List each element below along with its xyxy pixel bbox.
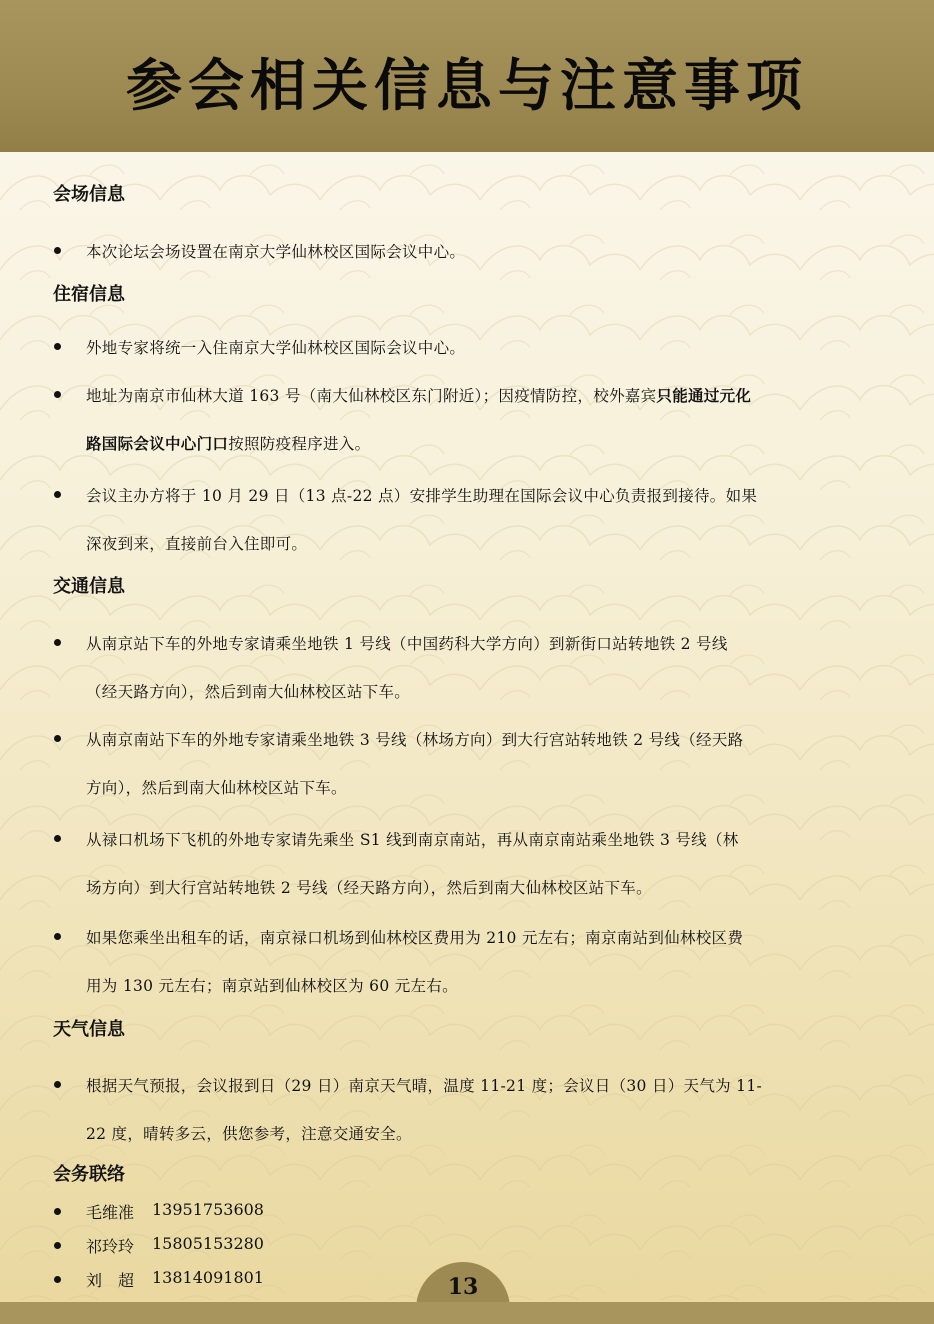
bullet-icon [54,933,61,940]
contact-name: 祁玲玲 [86,1237,135,1256]
bullet-icon [54,343,61,350]
bullet-text-line [86,1074,762,1096]
contact-name: 刘 超 [86,1271,135,1290]
page-title: 参会相关信息与注意事项 [126,54,808,119]
bullet-icon [54,391,61,398]
bullet-icon [54,1208,61,1215]
emphasis-text: 只能通过元化 [656,387,752,405]
text-segment: 本次论坛会场设置在南京大学仙林校区国际会议中心。 [86,243,466,261]
text-segment: 从南京站下车的外地专家请乘坐地铁 1 号线（中国药科大学方向）到新街口站转地铁 2 号线 [86,635,728,653]
bullet-text-line [86,728,743,750]
text-segment: 会议主办方将于 10 月 29 日（13 点-22 点）安排学生助理在国际会议中心负责报到接待。如果 [86,487,758,505]
contact-phone: 15805153280 [152,1234,264,1253]
contact-phone: 13814091801 [152,1268,264,1287]
text-segment: 按照防疫程序进入。 [228,435,371,453]
bullet-text-line [86,876,652,898]
bullet-icon [54,1242,61,1249]
bullet-icon [54,247,61,254]
text-segment: （经天路方向），然后到南大仙林校区站下车。 [86,683,411,701]
emphasis-text: 路国际会议中心门口 [86,435,229,453]
text-segment: 如果您乘坐出租车的话，南京禄口机场到仙林校区费用为 210 元左右；南京南站到仙林校区费 [86,929,744,947]
text-segment: 深夜到来，直接前台入住即可。 [86,535,308,553]
bullet-text-line [86,384,751,406]
text-segment: 用为 130 元左右；南京站到仙林校区为 60 元左右。 [86,977,458,995]
contact-name: 毛维准 [86,1203,135,1222]
bullet-icon [54,1276,61,1283]
bullet-text-line [86,926,743,948]
bullet-text-line [86,1122,412,1144]
section-heading: 交通信息 [53,576,125,597]
contact-phone: 13951753608 [152,1200,264,1219]
text-segment: 根据天气预报，会议报到日（29 日）南京天气晴，温度 11-21 度；会议日（30 日）天气为 11- [86,1077,763,1095]
bullet-text-line [86,974,458,996]
footer-bar [0,1302,934,1324]
text-segment: 场方向）到大行宫站转地铁 2 号线（经天路方向），然后到南大仙林校区站下车。 [86,879,652,897]
bullet-text-line [86,532,307,554]
text-segment: 外地专家将统一入住南京大学仙林校区国际会议中心。 [86,339,466,357]
text-segment: 22 度，晴转多云，供您参考，注意交通安全。 [86,1125,412,1143]
bullet-icon [54,639,61,646]
section-heading: 会场信息 [53,184,125,205]
bullet-text-line [86,776,347,798]
text-segment: 方向），然后到南大仙林校区站下车。 [86,779,347,797]
bullet-text-line [86,432,370,454]
section-heading: 住宿信息 [53,284,125,305]
page-number: 13 [447,1274,479,1300]
bullet-text-line [86,828,739,850]
bullet-icon [54,835,61,842]
bullet-text-line [86,680,410,702]
text-segment: 从南京南站下车的外地专家请乘坐地铁 3 号线（林场方向）到大行宫站转地铁 2 号线（经天路 [86,731,744,749]
text-segment: 从禄口机场下飞机的外地专家请先乘坐 S1 线到南京南站，再从南京南站乘坐地铁 3 号线（林 [86,831,739,849]
section-heading: 天气信息 [53,1019,125,1040]
bullet-icon [54,735,61,742]
bullet-icon [54,1081,61,1088]
bullet-text-line [86,336,465,358]
bullet-text-line [86,484,757,506]
text-segment: 地址为南京市仙林大道 163 号（南大仙林校区东门附近）；因疫情防控，校外嘉宾 [86,387,657,405]
bullet-text-line [86,240,465,262]
section-heading: 会务联络 [53,1164,125,1185]
bullet-icon [54,491,61,498]
bullet-text-line [86,632,728,654]
